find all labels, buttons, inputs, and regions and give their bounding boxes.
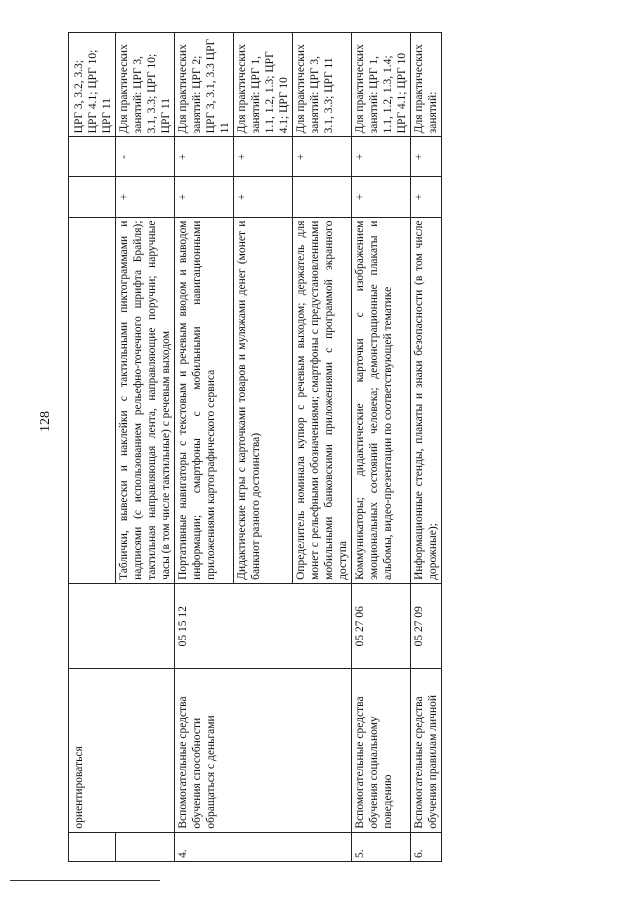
competency-cell: Для практических занятий: ЦРГ 3, 3.1, 3.3; ЦРГ 11 <box>293 33 352 137</box>
mark-a <box>293 177 352 217</box>
row-code: 05 15 12 <box>175 583 352 669</box>
row-desc: Коммуникаторы; дидактические карточки с изображением эмоциональных состояний человека; демонстрационные плакаты и альбомы, видео-презентации по соответствующей тематике <box>352 217 411 583</box>
mark-a: + <box>116 177 175 217</box>
row-desc: Дидактические игры с карточками товаров и муляжами денег (монет и банкнот разного достоинства) <box>234 217 293 583</box>
mark-b: + <box>175 137 234 177</box>
row-name: ориентироваться <box>69 669 175 832</box>
rotated-table-container <box>68 32 620 862</box>
row-number <box>69 832 116 861</box>
row-code: 05 27 06 <box>352 583 411 669</box>
competency-cell: Для практических занятий: <box>411 33 442 137</box>
row-name: Вспомогательные средства обучения способности обращаться с деньгами <box>175 669 352 832</box>
row-code: 05 27 09 <box>411 583 442 669</box>
mark-a: + <box>411 177 442 217</box>
mark-a: + <box>234 177 293 217</box>
row-desc <box>69 217 116 583</box>
mark-b: - <box>116 137 175 177</box>
row-desc: Определитель номинала купюр с речевым выходом; держатель для монет с рельефными обозначениями; смартфоны с предустановленными мобильными банковскими приложениями с программой экранного доступа <box>293 217 352 583</box>
competency-cell: ЦРГ 3, 3.2, 3.3; ЦРГ 4.1; ЦРГ 10; ЦРГ 11 <box>69 33 116 137</box>
mark-b <box>69 137 116 177</box>
mark-b: + <box>352 137 411 177</box>
row-name: Вспомогательные средства обучения правилам личной <box>411 669 442 832</box>
row-number: 5. <box>352 832 411 861</box>
mark-a: + <box>175 177 234 217</box>
row-desc: Таблички, вывески и наклейки с тактильными пиктограммами и надписями (с использованием рельефно-точечного шрифта Брайля); тактильная направляющая лента, направляющие поручни; наручные часы (в том числе тактильные) с речевым выходом <box>116 217 175 583</box>
mark-b: + <box>411 137 442 177</box>
competency-cell: Для практических занятий: ЦРГ 1, 1.1, 1.2, 1.3, 1.4; ЦРГ 4.1; ЦРГ 10 <box>352 33 411 137</box>
mark-b: + <box>234 137 293 177</box>
mark-b: + <box>293 137 352 177</box>
row-desc: Портативные навигаторы с текстовым и речевым вводом и выводом информации; смартфоны с мобильными навигационными приложениями картографического сервиса <box>175 217 234 583</box>
competency-cell: Для практических занятий: ЦРГ 2; ЦРГ 3, 3.1, 3.3 ЦРГ 11 <box>175 33 234 137</box>
row-desc: Информационные стенды, плакаты и знаки безопасности (в том числе дорожные); <box>411 217 442 583</box>
mark-a <box>69 177 116 217</box>
equipment-table <box>68 32 442 862</box>
row-code <box>69 583 175 669</box>
row-number <box>116 832 175 861</box>
competency-cell: Для практических занятий: ЦРГ 1, 1.1, 1.2, 1.3; ЦРГ 4.1; ЦРГ 10 <box>234 33 293 137</box>
row-number: 4. <box>175 832 352 861</box>
row-name: Вспомогательные средства обучения социальному поведению <box>352 669 411 832</box>
competency-cell: Для практических занятий: ЦРГ 3, 3.1, 3.3; ЦРГ 10; ЦРГ 11 <box>116 33 175 137</box>
page-number: 128 <box>38 411 53 432</box>
mark-a: + <box>352 177 411 217</box>
row-number: 6. <box>411 832 442 861</box>
footnote-rule <box>10 880 160 881</box>
